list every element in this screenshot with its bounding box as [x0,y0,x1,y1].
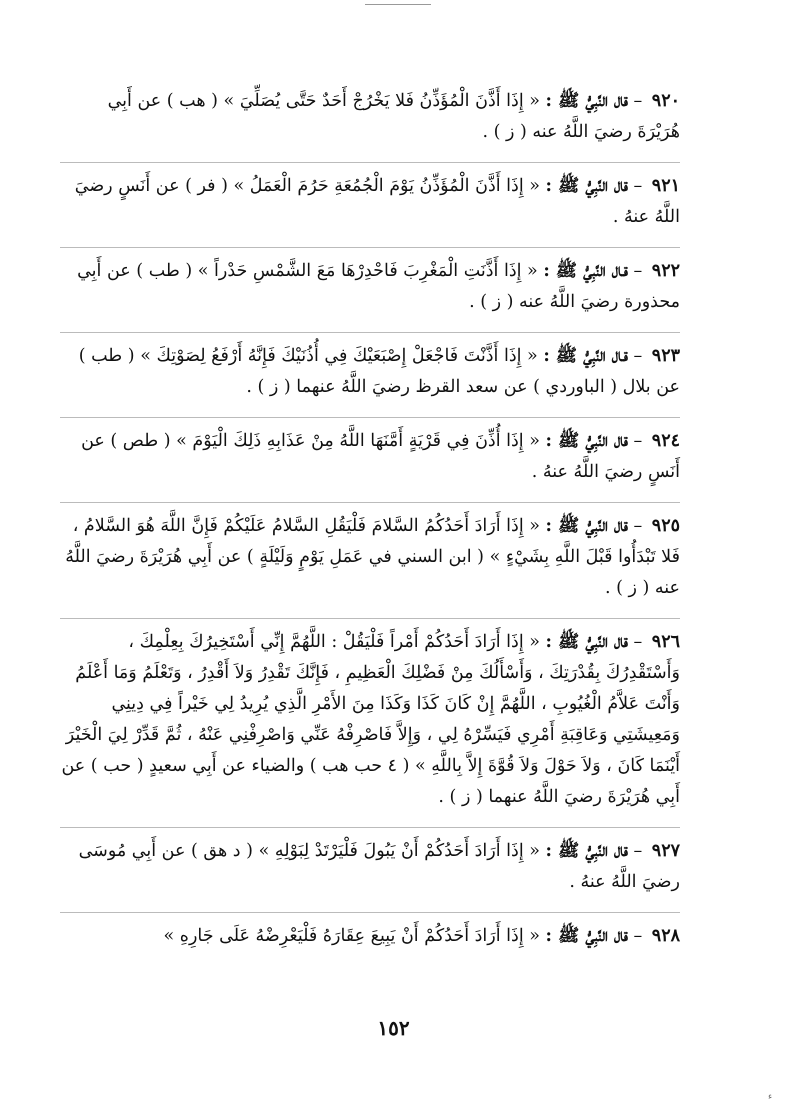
hadith-number: ٩٢٨ [651,926,680,946]
hadith-intro: قال النَّبِيُّ ﷺ : [545,176,628,196]
hadith-entry: ٩٢٠ – قال النَّبِيُّ ﷺ : « إِذَا أَذَّنَ الْمُؤَذِّنُ فَلا يَخْرُجْ أَحَدٌ حَتَّى يُصَلِّيَ » ( هب ) عن أَبِي هُرَيْرَةَ رضيَ اللَّهُ عنه ( ز ) . [60,78,680,163]
hadith-entry: ٩٢٣ – قـال النَّبِيُّ ﷺ : « إِذَا أَذَّنْتَ فَاجْعَلْ إِصْبَعَيْكَ فِي أُذُنَيْكَ فَإِنَّهُ أَرْفَعُ لِصَوْتِكَ » ( طب ) عن بلال ( الباوردي ) عن سعد القرظ رضيَ اللَّهُ عنهما ( ز ) . [60,333,680,418]
hadith-number: ٩٢٧ [651,841,680,861]
hadith-source: ( فر ) عن أَنَسٍ رضيَ اللَّهُ عنهُ . [74,176,680,227]
hadith-text: « إِذَا أَرَادَ أَحَدُكُمْ أَنْ يَبُولَ فَلْيَرْتَدْ لِبَوْلِهِ » [258,841,540,861]
hadith-text: « إِذَا أُذِّنَ فِي قَرْيَةٍ أَمَّنَهَا اللَّهُ مِنْ عَذَابِهِ ذَلِكَ الْيَوْمَ » [176,431,540,451]
hadith-entry: ٩٢٢ – قـال النَّبِيُّ ﷺ : « إِذَا أَذَّنَتِ الْمَغْرِبَ فَاحْدِرْهَا مَعَ الشَّمْسِ حَدْراً » ( طب ) عن أَبِي محذورة رضيَ اللَّهُ عنه ( ز ) . [60,248,680,333]
hadith-source: ( طب ) عن أَبِي محذورة رضيَ اللَّهُ عنه ( ز ) . [77,261,680,312]
hadith-source: ( طص ) عن أَنَسٍ رضيَ اللَّهُ عنهُ . [81,431,680,482]
hadith-number: ٩٢٦ [651,632,680,652]
hadith-number: ٩٢١ [651,176,680,196]
hadith-text: « إِذَا أَرَادَ أَحَدُكُمْ أَمْراً فَلْيَقُلْ : اللَّهُمَّ إِنِّي أَسْتَخِيرُكَ بِعِلْمِكَ ، وَأَسْتَقْدِرُكَ بِقُدْرَتِكَ ، وَأَسْأَلُكَ مِنْ فَضْلِكَ الْعَظِيمِ ، فَإِنَّكَ تَقْدِرُ وَلاَ أَقْدِرُ ، وَتَعْلَمُ وَمَا أَعْلَمُ وَأَنْتَ عَلاَّمُ الْغُيُوبِ ، اللَّهُمَّ إِنْ كَانَ كَذَا وَكَذَا مِنَ الأَمْرِ الَّذِي يُرِيدُ لِي خَيْراً فِي دِينِي وَمَعِيشَتِي وَعَاقِبَةِ أَمْرِي فَيَسِّرْهُ لِي ، وَإِلاَّ فَاصْرِفْهُ عَنِّي وَاصْرِفْنِي عَنْهُ ، ثُمَّ قَدِّرْ لِيَ الْخَيْرَ أَيْنَمَا كَانَ ، وَلاَ حَوْلَ وَلاَ قُوَّةَ إِلاَّ بِاللَّهِ » [65,632,680,776]
hadith-entry: ٩٢٧ – قال النَّبِيُّ ﷺ : « إِذَا أَرَادَ أَحَدُكُمْ أَنْ يَبُولَ فَلْيَرْتَدْ لِبَوْلِهِ » ( د هق ) عن أَبِي مُوسَى رضيَ اللَّهُ عنهُ . [60,828,680,913]
hadith-number: ٩٢٣ [651,346,680,366]
hadith-source: ( د هق ) عن أَبِي مُوسَى رضيَ اللَّهُ عنهُ . [78,841,680,892]
hadith-number: ٩٢٥ [651,516,680,536]
hadith-intro: قال النَّبِيُّ ﷺ : [545,926,628,946]
hadith-number: ٩٢٤ [651,431,680,451]
hadith-intro: قـال النَّبِيُّ ﷺ : [543,261,628,281]
corner-mark: ء [768,1092,773,1102]
top-rule [365,4,431,5]
page-body [60,78,680,966]
page-number: ١٥٢ [377,1016,410,1040]
hadith-source: ( طب ) عن بلال ( الباوردي ) عن سعد القرظ رضيَ اللَّهُ عنهما ( ز ) . [78,346,680,397]
hadith-text: « إِذَا أَذَّنَ الْمُؤَذِّنُ يَوْمَ الْجُمُعَةِ حَرُمَ الْعَمَلُ » [233,176,540,196]
hadith-number: ٩٢٢ [651,261,680,281]
hadith-intro: قال النَّبِيُّ ﷺ : [545,431,628,451]
hadith-entry: ٩٢٥ – قال النَّبِيُّ ﷺ : « إِذَا أَرَادَ أَحَدُكُمُ السَّلامَ فَلْيَقُلِ السَّلامُ عَلَيْكُمْ فَإِنَّ اللَّهَ هُوَ السَّلامُ ، فَلا تَبْدَأُوا قَبْلَ اللَّهِ بِشَيْءٍ » ( ابن السني في عَمَلِ يَوْمٍ وَلَيْلَةٍ ) عن أَبِي هُرَيْرَةَ رضيَ اللَّهُ عنه ( ز ) . [60,503,680,619]
hadith-intro: قال النَّبِيُّ ﷺ : [545,841,628,861]
hadith-entry: ٩٢١ – قال النَّبِيُّ ﷺ : « إِذَا أَذَّنَ الْمُؤَذِّنُ يَوْمَ الْجُمُعَةِ حَرُمَ الْعَمَلُ » ( فر ) عن أَنَسٍ رضيَ اللَّهُ عنهُ . [60,163,680,248]
hadith-source: ( ٤ حب هب ) والضياء عن أَبِي سعيدٍ ( حب ) عن أَبِي هُرَيْرَةَ رضيَ اللَّهُ عنهما ( ز ) . [61,756,680,807]
hadith-intro: قال النَّبِيُّ ﷺ : [545,632,628,652]
hadith-entry: ٩٢٤ – قال النَّبِيُّ ﷺ : « إِذَا أُذِّنَ فِي قَرْيَةٍ أَمَّنَهَا اللَّهُ مِنْ عَذَابِهِ ذَلِكَ الْيَوْمَ » ( طص ) عن أَنَسٍ رضيَ اللَّهُ عنهُ . [60,418,680,503]
hadith-intro: قال النَّبِيُّ ﷺ : [545,516,628,536]
hadith-text: « إِذَا أَرَادَ أَحَدُكُمُ السَّلامَ فَلْيَقُلِ السَّلامُ عَلَيْكُمْ فَإِنَّ اللَّهَ هُوَ السَّلامُ ، فَلا تَبْدَأُوا قَبْلَ اللَّهِ بِشَيْءٍ » [72,516,680,567]
hadith-source: ( هب ) عن أَبِي هُرَيْرَةَ رضيَ اللَّهُ عنه ( ز ) . [107,91,680,142]
hadith-intro: قـال النَّبِيُّ ﷺ : [543,346,628,366]
hadith-entry: ٩٢٨ – قال النَّبِيُّ ﷺ : « إِذَا أَرَادَ أَحَدُكُمْ أَنْ يَبِيعَ عِقَارَهُ فَلْيَعْرِضْهُ عَلَى جَارِهِ » [163,926,680,946]
hadith-entry: ٩٢٦ – قال النَّبِيُّ ﷺ : « إِذَا أَرَادَ أَحَدُكُمْ أَمْراً فَلْيَقُلْ : اللَّهُمَّ إِنِّي أَسْتَخِيرُكَ بِعِلْمِكَ ، وَأَسْتَقْدِرُكَ بِقُدْرَتِكَ ، وَأَسْأَلُكَ مِنْ فَضْلِكَ الْعَظِيمِ ، فَإِنَّكَ تَقْدِرُ وَلاَ أَقْدِرُ ، وَتَعْلَمُ وَمَا أَعْلَمُ وَأَنْتَ عَلاَّمُ الْغُيُوبِ ، اللَّهُمَّ إِنْ كَانَ كَذَا وَكَذَا مِنَ الأَمْرِ الَّذِي يُرِيدُ لِي خَيْراً فِي دِينِي وَمَعِيشَتِي وَعَاقِبَةِ أَمْرِي فَيَسِّرْهُ لِي ، وَإِلاَّ فَاصْرِفْهُ عَنِّي وَاصْرِفْنِي عَنْهُ ، ثُمَّ قَدِّرْ لِيَ الْخَيْرَ أَيْنَمَا كَانَ ، وَلاَ حَوْلَ وَلاَ قُوَّةَ إِلاَّ بِاللَّهِ » ( ٤ حب هب ) والضياء عن أَبِي سعيدٍ ( حب ) عن أَبِي هُرَيْرَةَ رضيَ اللَّهُ عنهما ( ز ) . [60,619,680,828]
hadith-number: ٩٢٠ [651,91,680,111]
hadith-source: ( ابن السني في عَمَلِ يَوْمٍ وَلَيْلَةٍ ) عن أَبِي هُرَيْرَةَ رضيَ اللَّهُ عنه ( ز ) . [65,547,680,598]
hadith-text: « إِذَا أَذَّنْتَ فَاجْعَلْ إِصْبَعَيْكَ فِي أُذُنَيْكَ فَإِنَّهُ أَرْفَعُ لِصَوْتِكَ » [140,346,538,366]
hadith-intro: قال النَّبِيُّ ﷺ : [545,91,628,111]
hadith-text: « إِذَا أَرَادَ أَحَدُكُمْ أَنْ يَبِيعَ عِقَارَهُ فَلْيَعْرِضْهُ عَلَى جَارِهِ » [163,926,540,946]
hadith-text: « إِذَا أَذَّنَتِ الْمَغْرِبَ فَاحْدِرْهَا مَعَ الشَّمْسِ حَدْراً » [197,261,538,281]
hadith-text: « إِذَا أَذَّنَ الْمُؤَذِّنُ فَلا يَخْرُجْ أَحَدٌ حَتَّى يُصَلِّيَ » [223,91,540,111]
